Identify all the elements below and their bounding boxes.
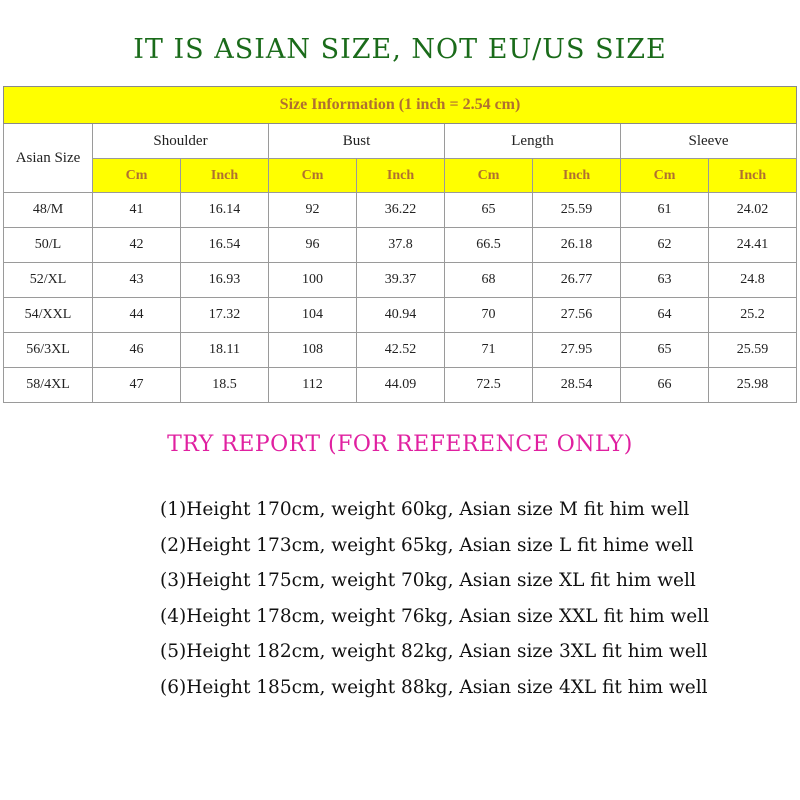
try-report-list [160,498,709,712]
length-header: Length [445,124,621,159]
table-cell: 24.41 [709,228,797,263]
table-cell: 28.54 [533,368,621,403]
table-cell: 65 [621,333,709,368]
table-cell: 26.77 [533,263,621,298]
table-cell: 72.5 [445,368,533,403]
list-item: (1)Height 170cm, weight 60kg, Asian size M fit him well [160,499,690,520]
table-cell: 16.54 [181,228,269,263]
table-row [4,333,797,368]
bust-header: Bust [269,124,445,159]
table-cell: 40.94 [357,298,445,333]
table-cell: 63 [621,263,709,298]
table-cell: 68 [445,263,533,298]
unit-cm-header: Cm [445,159,533,193]
sleeve-header: Sleeve [621,124,797,159]
size-label-cell: 58/4XL [4,368,93,403]
table-cell: 37.8 [357,228,445,263]
page-title: IT IS ASIAN SIZE, NOT EU/US SIZE [133,34,667,65]
table-cell: 44 [93,298,181,333]
table-cell: 46 [93,333,181,368]
unit-inch-header: Inch [533,159,621,193]
table-row [4,228,797,263]
size-info-header-row [4,87,797,124]
size-label-cell: 52/XL [4,263,93,298]
table-cell: 108 [269,333,357,368]
table-cell: 96 [269,228,357,263]
size-label-cell: 50/L [4,228,93,263]
table-cell: 25.59 [533,193,621,228]
table-cell: 25.59 [709,333,797,368]
measurement-header-row [4,124,797,159]
size-chart-table [3,86,797,403]
size-info-header: Size Information (1 inch = 2.54 cm) [4,87,797,124]
unit-header-row [4,159,797,193]
unit-cm-header: Cm [269,159,357,193]
table-cell: 26.18 [533,228,621,263]
table-cell: 62 [621,228,709,263]
table-cell: 24.02 [709,193,797,228]
unit-inch-header: Inch [709,159,797,193]
table-cell: 61 [621,193,709,228]
table-cell: 70 [445,298,533,333]
table-cell: 47 [93,368,181,403]
table-row [4,298,797,333]
unit-inch-header: Inch [357,159,445,193]
list-item: (3)Height 175cm, weight 70kg, Asian size XL fit him well [160,570,696,592]
table-cell: 24.8 [709,263,797,298]
list-item: (5)Height 182cm, weight 82kg, Asian size 3XL fit him well [160,641,708,663]
table-cell: 42.52 [357,333,445,368]
unit-cm-header: Cm [93,159,181,193]
table-cell: 100 [269,263,357,298]
table-row [4,193,797,228]
table-cell: 39.37 [357,263,445,298]
list-item: (4)Height 178cm, weight 76kg, Asian size XXL fit him well [160,605,709,627]
size-label-cell: 56/3XL [4,333,93,368]
size-table-body [4,193,797,403]
table-cell: 27.95 [533,333,621,368]
table-cell: 65 [445,193,533,228]
asian-size-header: Asian Size [4,124,93,193]
unit-cm-header: Cm [621,159,709,193]
table-cell: 66.5 [445,228,533,263]
table-cell: 42 [93,228,181,263]
table-cell: 92 [269,193,357,228]
unit-inch-header: Inch [181,159,269,193]
table-cell: 71 [445,333,533,368]
size-label-cell: 48/M [4,193,93,228]
table-cell: 36.22 [357,193,445,228]
table-row [4,368,797,403]
table-cell: 104 [269,298,357,333]
table-cell: 64 [621,298,709,333]
table-cell: 43 [93,263,181,298]
list-item: (2)Height 173cm, weight 65kg, Asian size L fit hime well [160,534,694,556]
table-cell: 112 [269,368,357,403]
table-cell: 18.5 [181,368,269,403]
table-cell: 16.14 [181,193,269,228]
size-label-cell: 54/XXL [4,298,93,333]
table-row [4,263,797,298]
table-cell: 41 [93,193,181,228]
shoulder-header: Shoulder [93,124,269,159]
table-cell: 16.93 [181,263,269,298]
table-cell: 25.98 [709,368,797,403]
table-cell: 44.09 [357,368,445,403]
table-cell: 66 [621,368,709,403]
table-cell: 27.56 [533,298,621,333]
list-item: (6)Height 185cm, weight 88kg, Asian size 4XL fit him well [160,676,708,698]
try-report-title: TRY REPORT (FOR REFERENCE ONLY) [167,432,633,457]
table-cell: 17.32 [181,298,269,333]
table-cell: 18.11 [181,333,269,368]
table-cell: 25.2 [709,298,797,333]
